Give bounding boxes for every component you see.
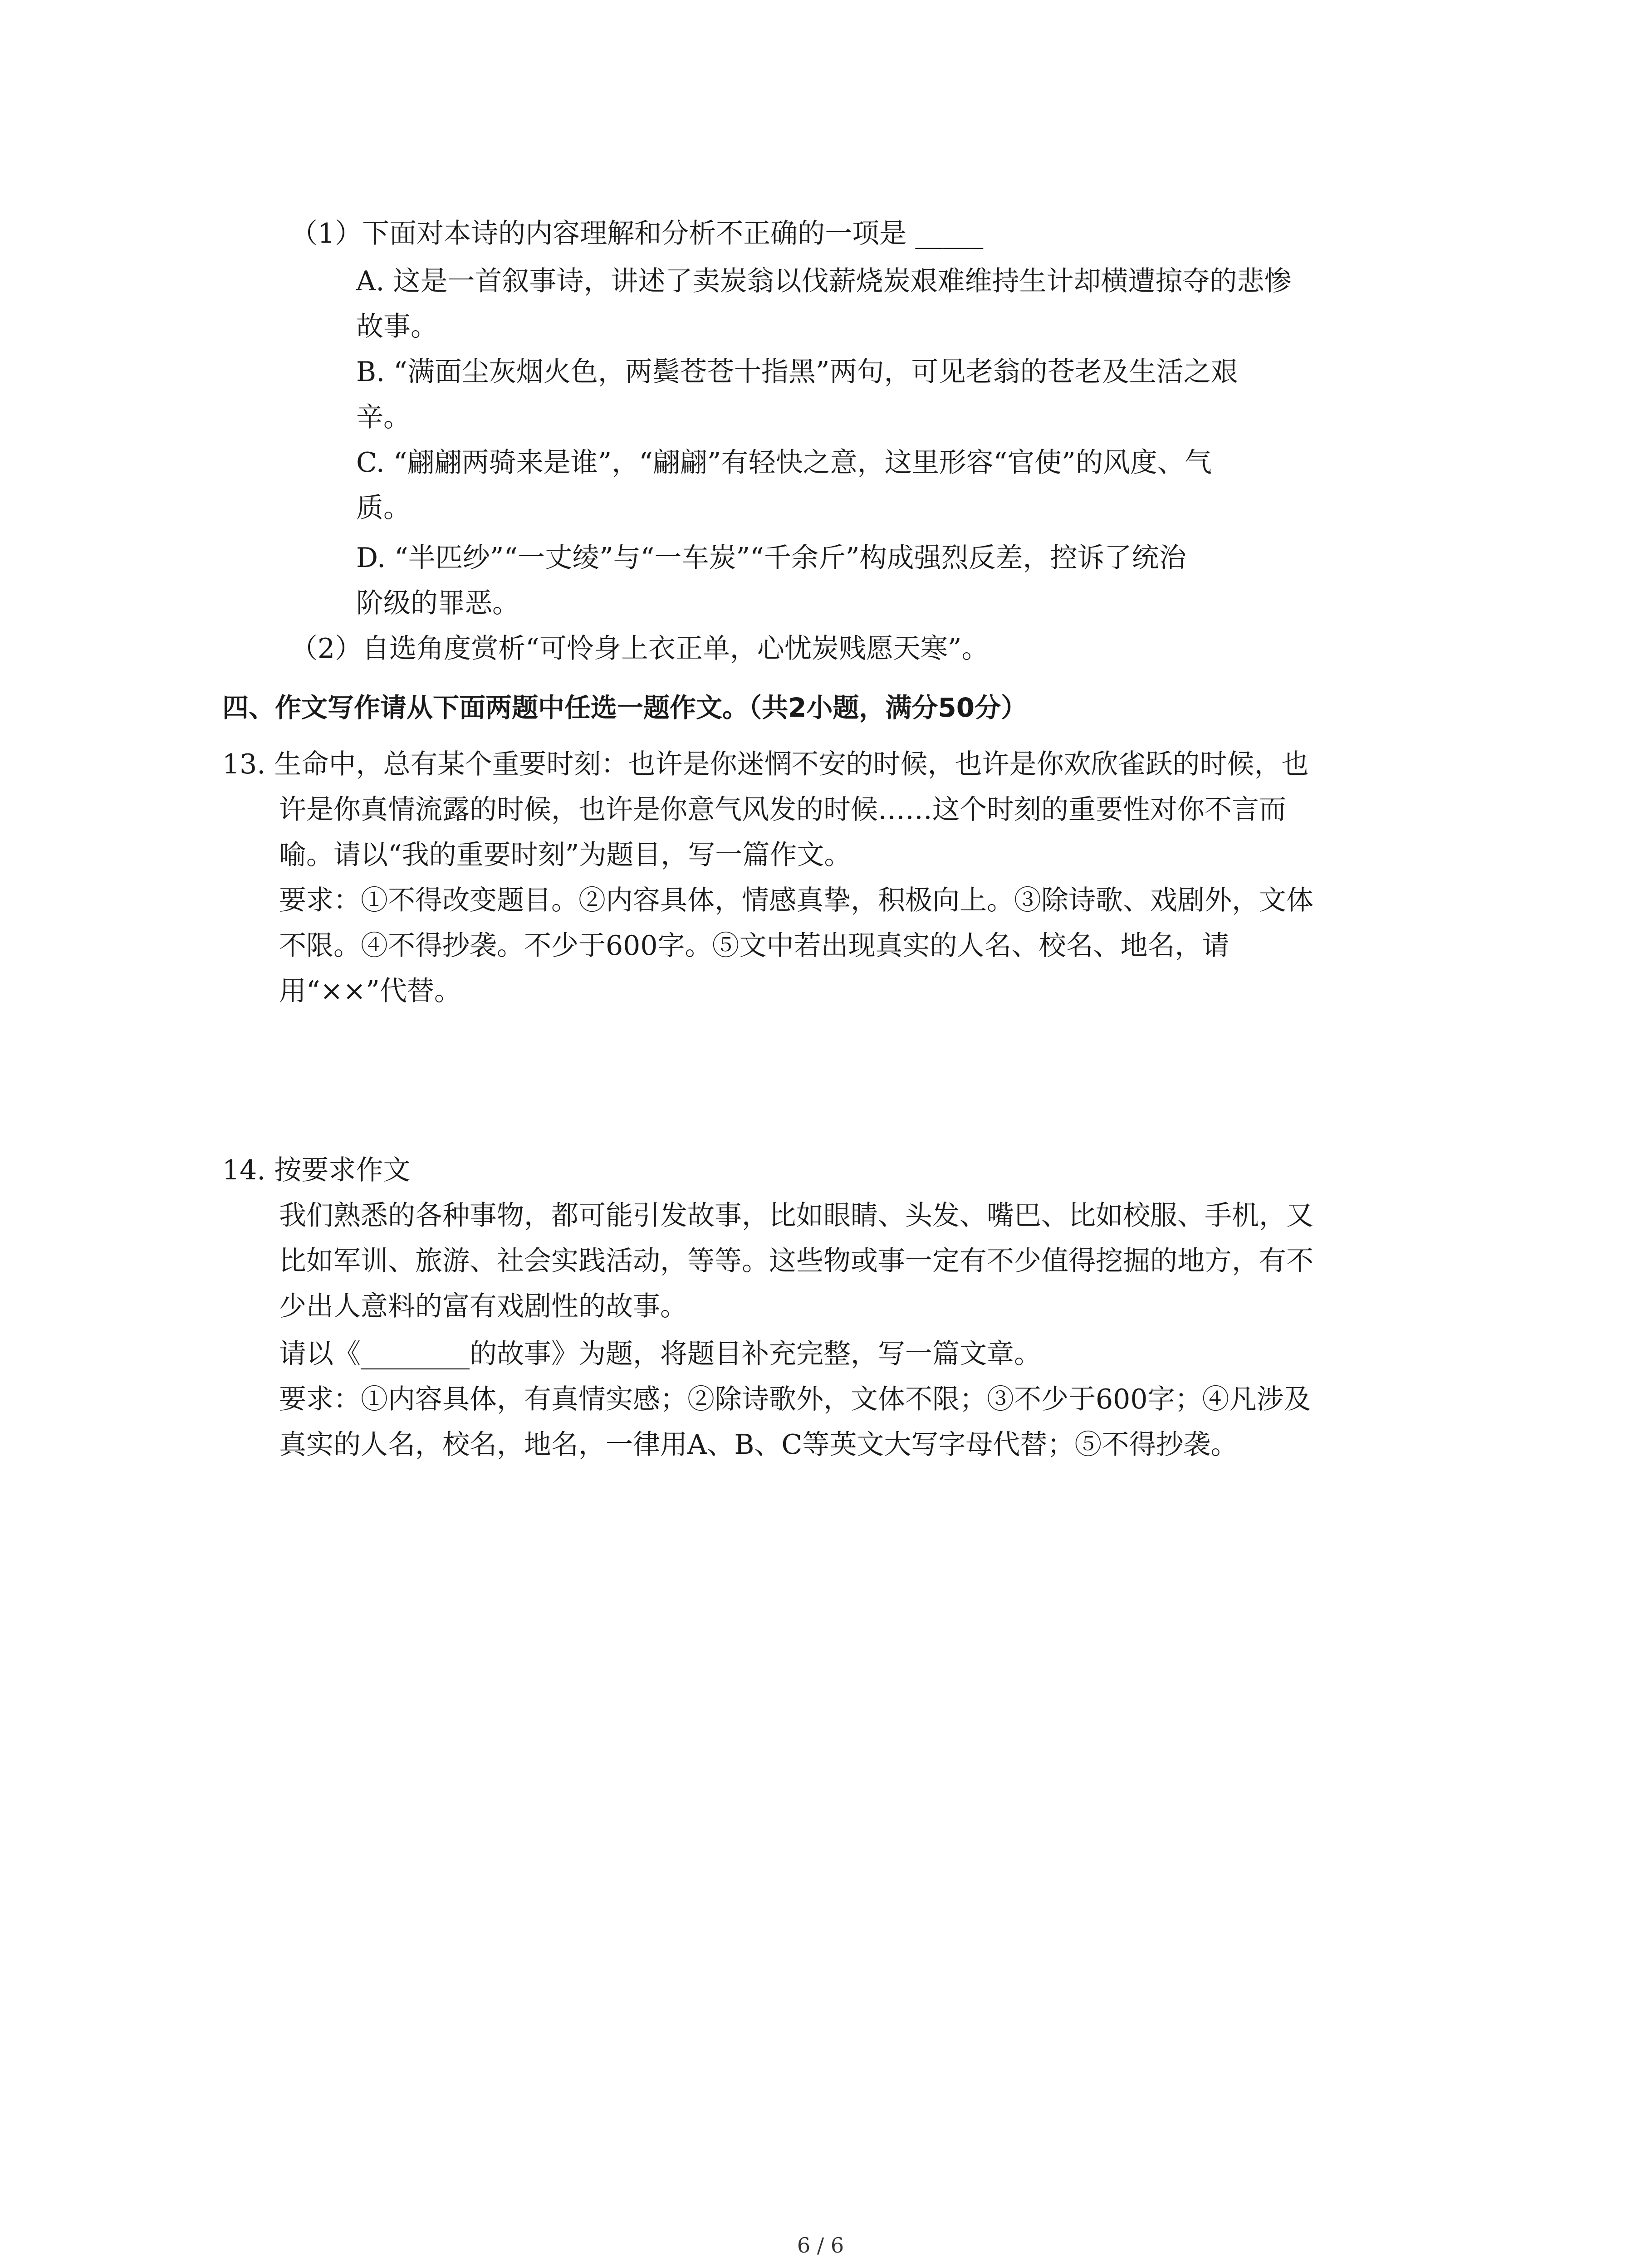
q13-line2: 许是你真情流露的时候，也许是你意气风发的时候……这个时刻的重要性对你不言而 xyxy=(279,794,1286,826)
q13-line3: 喻。请以“我的重要时刻”为题目，写一篇作文。 xyxy=(279,839,852,871)
q13-line6: 用“××”代替。 xyxy=(279,975,461,1007)
q13-line5: 不限。④不得抄袭。不少于600字。⑤文中若出现真实的人名、校名、地名，请 xyxy=(279,930,1230,962)
page-number: 6 / 6 xyxy=(797,2233,844,2258)
option-c-line1: C. “翩翩两骑来是谁”，“翩翩”有轻快之意，这里形容“官使”的风度、气 xyxy=(356,447,1212,479)
q14-title: 14. 按要求作文 xyxy=(222,1154,411,1186)
q14-line6: 要求：①内容具体，有真情实感；②除诗歌外，文体不限；③不少于600字；④凡涉及 xyxy=(279,1383,1311,1415)
q13-line4: 要求：①不得改变题目。②内容具体，情感真挚，积极向上。③除诗歌、戏剧外，文体 xyxy=(279,885,1313,916)
option-c-line2: 质。 xyxy=(356,492,411,524)
q12-part1-stem: （1）下面对本诗的内容理解和分析不正确的一项是 _____ xyxy=(290,218,984,249)
option-d-line2: 阶级的罪恶。 xyxy=(356,587,519,619)
q14-line4: 少出人意料的富有戏剧性的故事。 xyxy=(279,1290,687,1322)
q13-line1: 13. 生命中，总有某个重要时刻：也许是你迷惘不安的时候，也许是你欢欣雀跃的时候，也 xyxy=(222,748,1309,780)
q12-part2: （2）自选角度赏析“可怜身上衣正单，心忧炭贱愿天寒”。 xyxy=(290,633,989,665)
q14-line5: 请以《________的故事》为题，将题目补充完整，写一篇文章。 xyxy=(279,1338,1041,1370)
section-heading: 四、作文写作请从下面两题中任选一题作文。（共2小题，满分50分） xyxy=(222,692,1028,723)
option-d-line1: D. “半匹纱”“一丈绫”与“一车炭”“千余斤”构成强烈反差，控诉了统治 xyxy=(356,542,1186,574)
q14-line3: 比如军训、旅游、社会实践活动，等等。这些物或事一定有不少值得挖掘的地方，有不 xyxy=(279,1245,1313,1277)
option-b-line1: B. “满面尘灰烟火色，两鬓苍苍十指黑”两句，可见老翁的苍老及生活之艰 xyxy=(356,356,1238,388)
q14-line2: 我们熟悉的各种事物，都可能引发故事，比如眼睛、头发、嘴巴、比如校服、手机，又 xyxy=(279,1200,1313,1232)
option-a-line1: A. 这是一首叙事诗，讲述了卖炭翁以伐薪烧炭艰难维持生计却横遭掠夺的悲惨 xyxy=(356,265,1292,297)
q14-line7: 真实的人名，校名，地名，一律用A、B、C等英文大写字母代替；⑤不得抄袭。 xyxy=(279,1429,1238,1461)
option-a-line2: 故事。 xyxy=(356,311,438,342)
option-b-line2: 辛。 xyxy=(356,401,411,433)
